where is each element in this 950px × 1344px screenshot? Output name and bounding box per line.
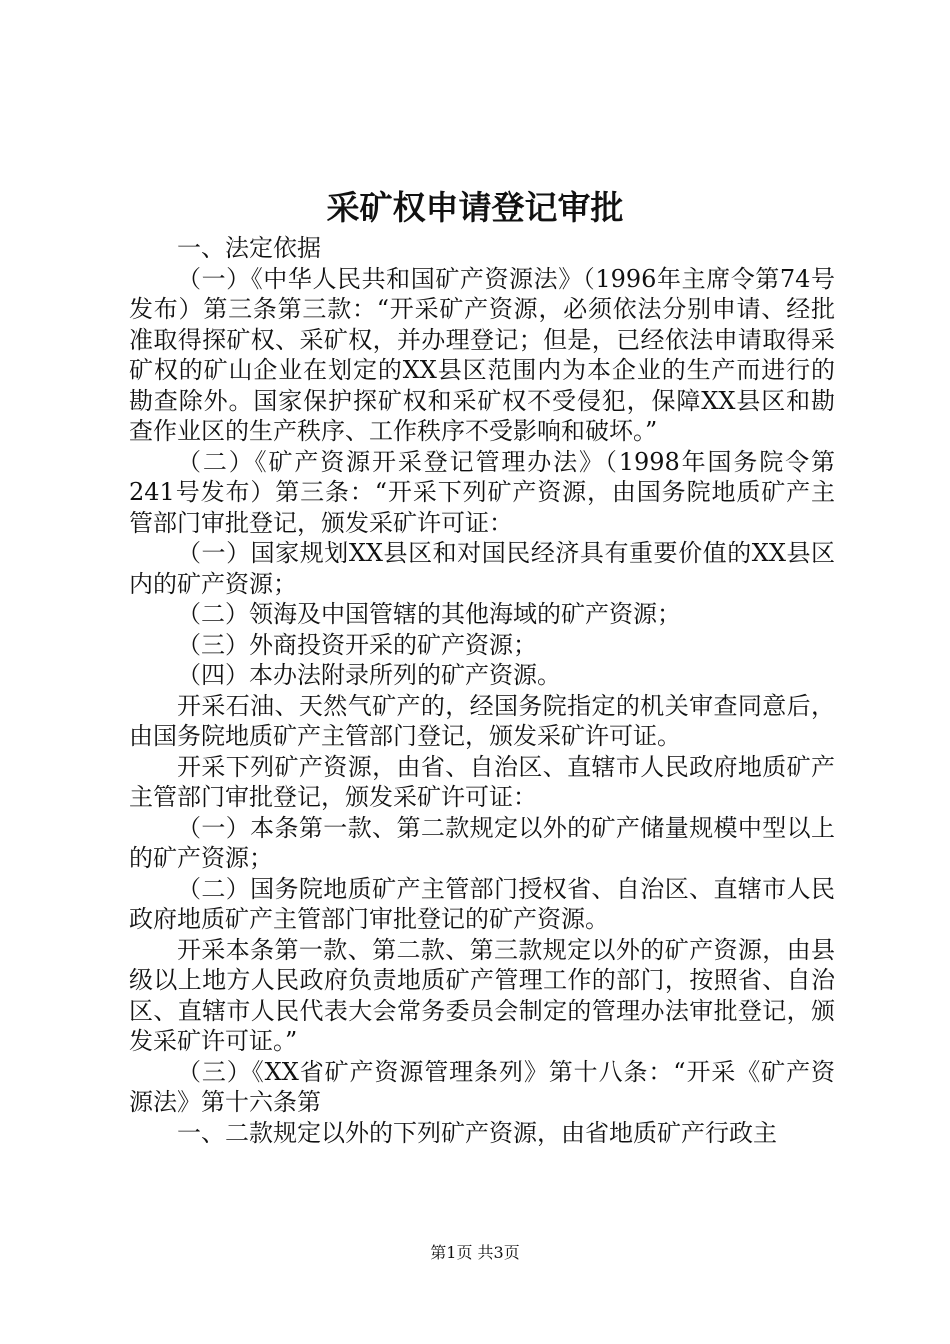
paragraph: （二）国务院地质矿产主管部门授权省、自治区、直辖市人民政府地质矿产主管部门审批登记的矿产资源。 — [129, 874, 835, 933]
paragraph: （四）本办法附录所列的矿产资源。 — [177, 661, 561, 689]
paragraph: 开采本条第一款、第二款、第三款规定以外的矿产资源，由县级以上地方人民政府负责地质矿产管理工作的部门，按照省、自治区、直辖市人民代表大会常务委员会制定的管理办法审批登记，颁发采矿许可证。” — [129, 935, 835, 1055]
paragraph: （三）《XX省矿产资源管理条列》第十八条：“开采《矿产资源法》第十六条第 — [129, 1057, 835, 1116]
paragraph: 一、法定依据 — [177, 234, 321, 262]
paragraph: 开采下列矿产资源，由省、自治区、直辖市人民政府地质矿产主管部门审批登记，颁发采矿许可证： — [129, 752, 835, 811]
paragraph: （三）外商投资开采的矿产资源； — [177, 630, 537, 659]
document-body — [129, 233, 835, 1148]
paragraph: （二）《矿产资源开采登记管理办法》（1998年国务院令第241号发布）第三条：“开采下列矿产资源，由国务院地质矿产主管部门审批登记，颁发采矿许可证： — [129, 447, 835, 537]
paragraph: 一、二款规定以外的下列矿产资源，由省地质矿产行政主 — [177, 1118, 777, 1147]
paragraph: （一）本条第一款、第二款规定以外的矿产储量规模中型以上的矿产资源； — [129, 813, 835, 872]
paragraph: （一）《中华人民共和国矿产资源法》（1996年主席令第74号发布）第三条第三款：“开采矿产资源，必须依法分别申请、经批准取得探矿权、采矿权，并办理登记；但是，已经依法申请取得采矿权的矿山企业在划定的XX县区范围内为本企业的生产而进行的勘查除外。国家保护探矿权和采矿权不受侵犯，保障XX县区和勘查作业区的生产秩序、工作秩序不受影响和破坏。” — [129, 264, 835, 445]
document-title: 采矿权申请登记审批 — [326, 188, 624, 227]
paragraph: 开采石油、天然气矿产的，经国务院指定的机关审查同意后，由国务院地质矿产主管部门登记，颁发采矿许可证。 — [129, 691, 835, 750]
page-footer: 第1页 共3页 — [430, 1243, 520, 1262]
paragraph: （一）国家规划XX县区和对国民经济具有重要价值的XX县区内的矿产资源； — [129, 539, 835, 598]
paragraph: （二）领海及中国管辖的其他海域的矿产资源； — [177, 600, 681, 628]
